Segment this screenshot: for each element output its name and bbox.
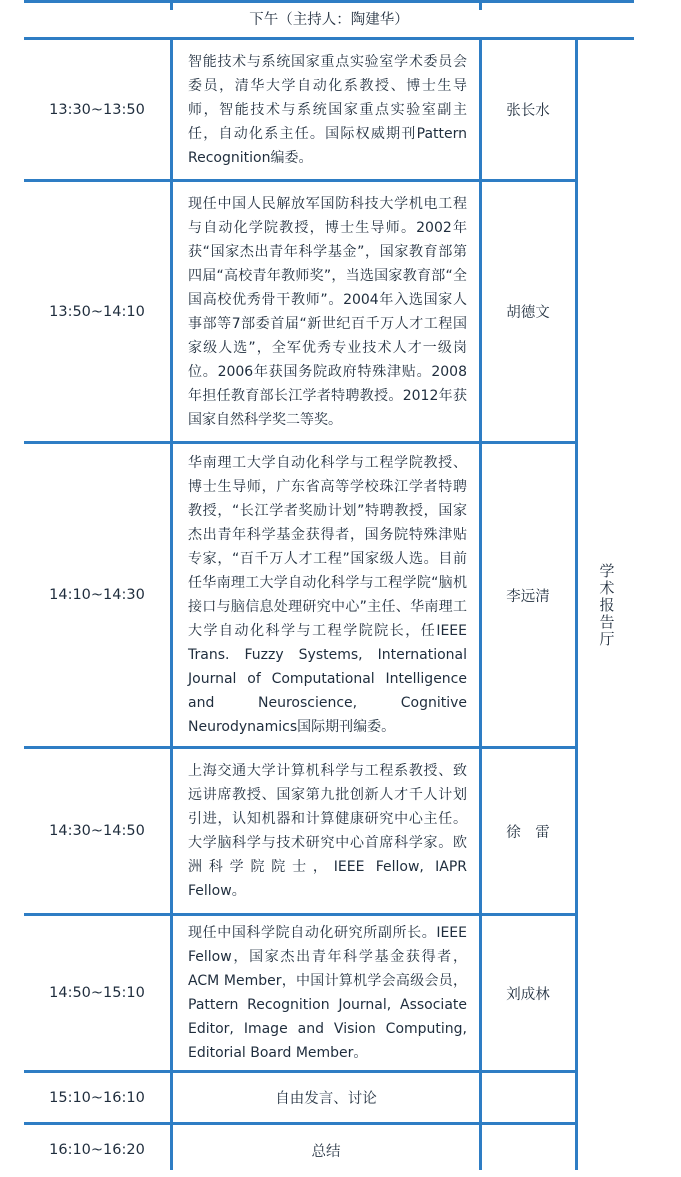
row-description: 华南理工大学自动化科学与工程学院教授、博士生导师，广东省高等学校珠江学者特聘教授，“长江学者奖励计划”特聘教授，国家杰出青年科学基金获得者，国务院特殊津贴专家，“百千万人才工程”国家级人选。目前任华南理工大学自动化科学与工程学院“脑机接口与脑信息处理研究中心”主任、华南理工大学自动化科学与工程学院院长，任IEEE Trans. Fuzzy Systems, International Journal of Computational Intelligence and Neuroscience, Cognitive Neurodynamics国际期刊编委。 [188, 455, 467, 735]
row-time: 13:30~13:50 [49, 101, 145, 118]
row-time: 14:50~15:10 [49, 985, 145, 1001]
row-activity: 自由发言、讨论 [275, 1091, 377, 1107]
row-speaker: 张长水 [506, 103, 550, 119]
row-description: 现任中国科学院自动化研究所副所长。IEEE Fellow，国家杰出青年科学基金获得者，ACM Member，中国计算机学会高级会员，Pattern Recognition Journal, Associate Editor, Image and Vision Computing, Editorial Board Member。 [188, 925, 467, 1061]
row-speaker: 刘成林 [506, 986, 550, 1003]
row-time: 15:10~16:10 [49, 1089, 145, 1106]
row-speaker: 徐 雷 [506, 824, 550, 841]
row-speaker: 胡德文 [506, 305, 550, 321]
row-speaker: 李远清 [506, 588, 550, 605]
row-time: 16:10~16:20 [49, 1142, 145, 1158]
row-time: 14:30~14:50 [49, 823, 145, 839]
row-description: 现任中国人民解放军国防科技大学机电工程与自动化学院教授，博士生导师。2002年获“国家杰出青年科学基金”，国家教育部第四届“高校青年教师奖”，当选国家教育部“全国高校优秀骨干教师”。2004年入选国家人事部等7部委首届“新世纪百千万人才工程国家级人选”，全军优秀专业技术人才一级岗位。2006年获国务院政府特殊津贴。2008年担任教育部长江学者特聘教授。2012年获国家自然科学奖二等奖。 [188, 195, 467, 428]
row-time: 13:50~14:10 [49, 303, 145, 320]
session-header: 下午（主持人：陶建华） [249, 12, 409, 28]
row-description: 智能技术与系统国家重点实验室学术委员会委员，清华大学自动化系教授、博士生导师，智能技术与系统国家重点实验室副主任，自动化系主任。国际权威期刊Pattern Recognition编委。 [188, 53, 467, 166]
row-activity: 总结 [311, 1143, 341, 1160]
row-description: 上海交通大学计算机科学与工程系教授、致远讲席教授、国家第九批创新人才千人计划引进，认知机器和计算健康研究中心主任。大学脑科学与技术研究中心首席科学家。欧洲科学院院士，IEEE Fellow, IAPR Fellow。 [188, 763, 467, 899]
venue-label: 学术报告厅 [597, 562, 616, 648]
row-time: 14:10~14:30 [49, 587, 145, 603]
